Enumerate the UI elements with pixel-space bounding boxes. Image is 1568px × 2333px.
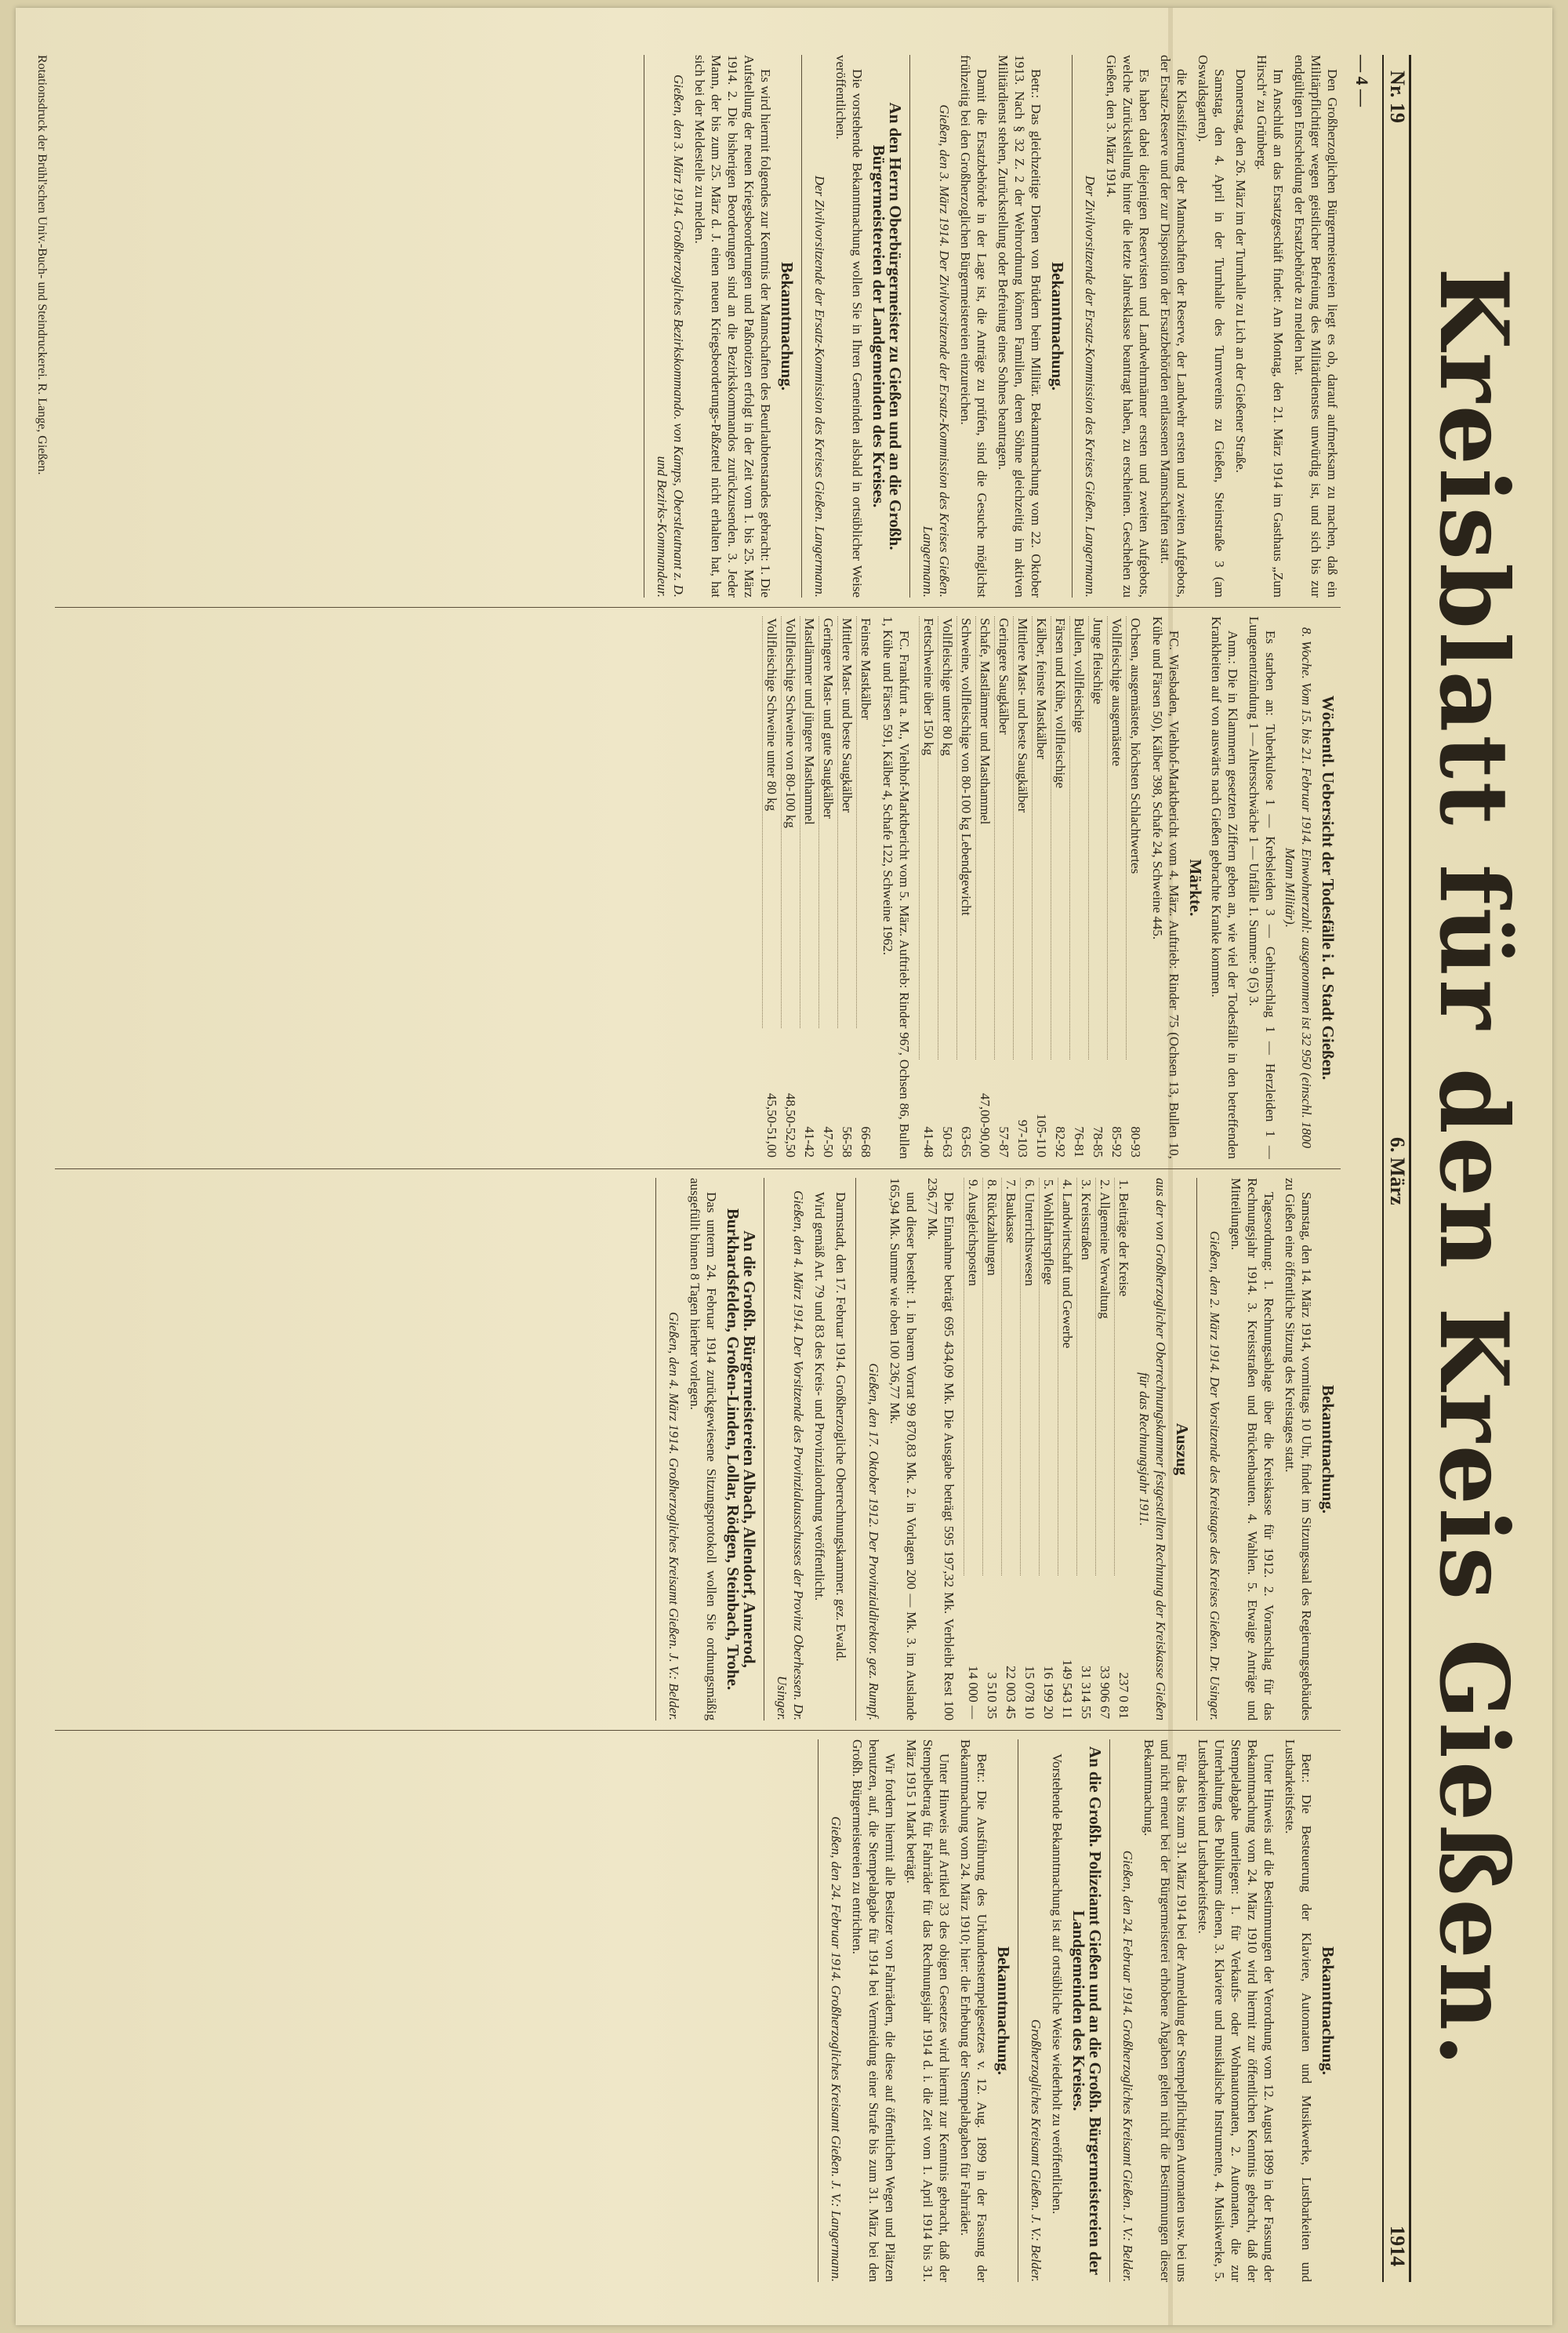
table-row [1040, 1178, 1058, 1721]
table-label: Fettschweine über 150 kg [920, 616, 938, 1059]
paragraph: Anm.: Die in Klammern gesetzten Ziffern geben an, wie viel der Todesfälle in den betreffenden Krankheiten auf von auswärts nach Gießen gebrachte Kranke kommen. [1209, 616, 1240, 1159]
table-value: 63-65 [959, 1126, 975, 1157]
table-label: Mittlere Mast- und beste Saugkälber [1014, 616, 1033, 1059]
table-value: 45,50-51,00 [764, 1092, 780, 1157]
paragraph: Es starben an: Tuberkulose 1 — Krebsleiden 3 — Gehirnschlag 1 — Herzleiden 1 — Lungenentzündung 1 — Altersschwäche 1 — Unfälle 1. Summe: 9 (5) 3. [1247, 616, 1278, 1159]
table-row [857, 616, 876, 1159]
subheading: 8. Woche. Vom 15. bis 21. Februar 1914. Einwohnerzahl: ausgenommen ist 32 950 (einschl. 1800 Mann Militär). [1283, 627, 1314, 1149]
paragraph: Donnerstag, den 26. März im der Turnhalle zu Lich an der Gießener Straße. [1233, 69, 1248, 474]
section-heading: Auszug [1173, 1423, 1192, 1476]
signature-line: Gießen, den 2. März 1914. Der Vorsitzende des Kreistages des Kreises Gießen. Dr. Usinger. [1207, 1230, 1222, 1721]
column-2 [55, 616, 1341, 1159]
masthead [1386, 55, 1529, 2282]
section-heading: Bekanntmachung. [1319, 1385, 1338, 1514]
paper-fold [1168, 8, 1173, 2325]
column-3 [55, 1178, 1341, 1721]
table-row [1051, 616, 1070, 1159]
section-divider [855, 1178, 856, 1721]
table-label: Feinste Mastkälber [857, 616, 876, 1028]
paragraph: FC. Wiesbaden, Viehhof-Marktbericht vom 4. März. Auftrieb: Rinder 75 (Ochsen 13, Bullen 10, Kühe und Färsen 50), Kälber 398, Schafe 24, Schweine 445. [1150, 616, 1181, 1159]
paragraph: Es haben dabei diejenigen Reservisten und Landwehrmänner ersten und zweiten Aufgebots, welche Zurückstellung hinter die letzte Jahresklasse beantragt haben, zu erscheinen. Geschehen zu Gießen, den 3. März 1914. [1104, 55, 1152, 598]
table-value: 97-103 [1015, 1119, 1031, 1157]
subheading: aus der von Großherzoglicher Oberrechnungskammer festgestellten Rechnung der Kreiskasse Gießen für das Rechnungsjahr 1911. [1137, 1178, 1168, 1721]
table-label: 1. Beiträge der Kreise [1115, 1178, 1134, 1575]
paragraph: Darmstadt, den 17. Februar 1914. Großherzogliche Oberrechnungskammer. gez. Ewald. [833, 1192, 848, 1662]
table-row [1127, 616, 1145, 1159]
page-number-label: — 4 — [1352, 55, 1372, 107]
table-label: Schweine, vollfleischige von 80-100 kg Lebendgewicht [957, 616, 976, 1059]
table-label: Färsen und Kühe, vollfleischige [1051, 616, 1070, 1059]
paragraph: die Klassifizierung der Mannschaften der Reserve, der Landwehr ersten und zweiten Aufgebots, der Ersatz-Reserve und der zur Disposition der Ersatzbehörden entlassenen Mannschaften statt. [1158, 55, 1189, 598]
table-value: 3 510 35 [985, 1672, 1000, 1719]
table-label: Junge fleischige [1089, 616, 1108, 1059]
table-label: Bullen, vollfleischige [1070, 616, 1089, 1059]
paragraph: Unter Hinweis auf Artikel 33 des obigen Gesetzes wird hiermit zur Kenntnis gebracht, daß der Stempelbetrag für Fahrräder für das Rechnungsjahr 1914 d. i. die Zeit vom 1. April 1914 bis 31. März 1915 1 Mark beträgt. [904, 1739, 952, 2282]
table-value: 15 078 10 [1022, 1666, 1038, 1719]
table-value: 31 314 55 [1079, 1666, 1094, 1719]
paragraph: Die Einnahme beträgt 695 434,09 Mk. Die Ausgabe beträgt 595 197,32 Mk. Verbleibt Rest 100 236,77 Mk. [925, 1178, 956, 1721]
table-label: 7. Baukasse [1002, 1178, 1021, 1575]
paragraph: Den Großherzoglichen Bürgermeistereien liegt es ob, darauf aufmerksam zu machen, daß ein Militärpflichtiger wegen geistlicher Befreiung des Militärdienstes unwürdig ist, und sich bis zur endgültigen Entscheidung der Ersatzbehörde zu melden hat. [1292, 55, 1340, 598]
table-label: Ochsen, ausgemästete, höchsten Schlachtwertes [1127, 616, 1145, 1059]
signature-line: Großherzogliches Kreisamt Gießen. J. V.: Belder. [1029, 2019, 1044, 2282]
signature-line: Der Zivilvorsitzende der Ersatz-Kommission des Kreises Gießen. Langermann. [812, 175, 827, 598]
signature-line: Gießen, den 24. Februar 1914. Großherzogliches Kreisamt Gießen. J. V.: Belder. [1120, 1850, 1135, 2282]
paragraph: Wird gemäß Art. 79 und 83 des Kreis- und Provinzialordnung veröffentlicht. [812, 1192, 827, 1601]
paragraph: Betr.: Die Ausführung des Urkundenstempelgesetzes v. 12. Aug. 1899 in der Fassung der Bekanntmachung vom 24. März 1910; hier: die Erhebung der Stempelabgaben für Fahrräder. [958, 1739, 989, 2282]
section-divider [1196, 1178, 1197, 1721]
table-value: 76-81 [1072, 1126, 1087, 1157]
table-row [1002, 1178, 1021, 1721]
section-heading: Bekanntmachung. [1048, 262, 1067, 391]
paragraph: Betr.: Das gleichzeitige Dienen von Brüdern beim Militär. Bekanntmachung vom 22. Oktober 1913. Nach § 32 Z. 2 der Wehrordnung können Familien, deren Söhne gleichzeitig im aktiven Militärdienst stehen, Zurückstellung oder Befreiung eines Sohnes beantragen. [996, 55, 1044, 598]
table-value: 80-93 [1128, 1126, 1143, 1157]
paragraph: Samstag, den 4. April in der Turnhalle des Turnvereins zu Gießen, Steinstraße 3 (am Oswaldsgarten). [1196, 55, 1227, 598]
table-value: 14 000 — [966, 1666, 982, 1719]
table-row [763, 616, 782, 1159]
paragraph: Samstag, den 14. März 1914, vormittags 10 Uhr, findet im Sitzungssaal des Regierungsgebäudes zu Gießen eine öffentliche Sitzung des Kreistages statt. [1283, 1178, 1314, 1721]
table-row [800, 616, 819, 1159]
masthead-meta-bar [1382, 55, 1411, 2282]
issue-year: 1914 [1386, 2226, 1409, 2266]
column-rule [55, 1730, 1341, 1731]
table-value: 237 0 81 [1116, 1672, 1131, 1719]
table-row [1033, 616, 1051, 1159]
section-divider [801, 55, 802, 598]
table-row [976, 616, 995, 1159]
section-heading: An die Großh. Polizeiamt Gießen und an die Großh. Bürgermeistereien der Landgemeinden des Kreises. [1069, 1746, 1105, 2276]
table-label: 5. Wohlfahrtspflege [1040, 1178, 1058, 1575]
table-label: 6. Unterrichtswesen [1021, 1178, 1040, 1575]
column-rule [55, 1168, 1341, 1169]
table-value: 105-110 [1034, 1113, 1050, 1157]
table-value: 78-85 [1091, 1126, 1106, 1157]
signature-line: Gießen, den 3. März 1914. Großherzogliches Bezirkskommando. von Kamps, Oberstleutnant z. D. und Bezirks-Kommandeur. [655, 74, 686, 598]
table-value: 47-50 [821, 1126, 837, 1157]
table-value: 33 906 67 [1098, 1666, 1113, 1719]
paragraph: Es wird hiermit folgendes zur Kenntnis der Mannschaften des Beurlaubtenstandes gebracht: 1. Die Aufstellung der neuen Kriegsbeorderungen und Paßnotizen erfolgt in der Zeit vom 1. bis 25. März 1914. 2. Die bisherigen Beorderungen sind an die Bezirkskommandos zurückzusenden. 3. Jeder Mann, der bis zum 25. März d. J. einen neuen Kriegsbeorderungs-Paßzettel nicht erhalten hat, hat sich bei der Meldestelle zu melden. [692, 55, 773, 598]
paragraph: Unter Hinweis auf die Bestimmungen der Verordnung vom 12. August 1899 in der Fassung der Bekanntmachung vom 24. März 1910 wird hiermit zur öffentlichen Kenntnis gebracht, daß der Stempelabgabe unterliegen: 1. für Verkaufs- oder Wohnautomaten, 2. Automaten, die zur Unterhaltung des Publikums dienen, 3. Klaviere und musikalische Instrumente, 4. Musikwerke, 5. Lustbarkeiten und Lustbarkeitsfeste. [1196, 1739, 1276, 2282]
section-divider [909, 55, 910, 598]
table-row [957, 616, 976, 1159]
table-row [1070, 616, 1089, 1159]
table-label: Mittlere Mast- und beste Saugkälber [838, 616, 857, 1028]
paragraph: Das unterm 24. Februar 1914 zurückgewiesene Sitzungsprotokoll wollen Sie ordnungsmäßig ausgefüllt binnen 8 Tagen hierher vorlegen. [688, 1178, 719, 1721]
table-row [782, 616, 800, 1159]
paragraph: Für das bis zum 31. März 1914 bei der Anmeldung der Stempelpflichtigen Automaten usw. bei uns und nicht erneut bei der Bürgermeisterei erhobene Abgaben gelten nicht die Bestimmungen dieser Bekanntmachung. [1142, 1739, 1189, 2282]
paragraph: Die vorstehende Bekanntmachung wollen Sie in Ihren Gemeinden alsbald in ortsüblicher Weise veröffentlichen. [833, 55, 865, 598]
paragraph: Betr.: Die Besteuerung der Klaviere, Automaten und Musikwerke, Lustbarkeiten und Lustbarkeitsfeste. [1283, 1739, 1314, 2282]
table-value: 149 543 11 [1060, 1659, 1076, 1719]
paragraph: Wir fordern hiermit alle Besitzer von Fahrrädern, die diese auf öffentlichen Wegen und Plätzen benutzen, auf, die Stempelabgabe für 1914 bei Vermeidung einer Strafe bis zum 31. März bei den Großh. Bürgermeistereien zu entrichten. [850, 1739, 898, 2282]
printer-imprint: Rotationsdruck der Brühl'schen Univ.-Buch- und Steindruckerei. R. Lange, Gießen. [35, 55, 49, 475]
price-table [964, 1178, 1133, 1721]
section-divider [655, 1178, 656, 1721]
section-heading: Bekanntmachung. [1319, 1946, 1338, 2075]
signature-line: Gießen, den 4. März 1914. Großherzogliches Kreisamt Gießen. J. V.: Belder. [666, 1311, 681, 1721]
paragraph: und dieser besteht: 1. in barem Vorrat 99 870,83 Mk. 2. in Vorlagen 200 — Mk. 3. im Auslande 165,94 Mk. Summe wie oben 100 236,77 Mk. [887, 1178, 919, 1721]
table-row [1115, 1178, 1134, 1721]
signature-line: Der Zivilvorsitzende der Ersatz-Kommission des Kreises Gießen. Langermann. [1083, 175, 1098, 598]
table-label: Vollfleischige ausgemästete [1108, 616, 1127, 1059]
signature-line: Gießen, den 17. Oktober 1912. Der Provinzialdirektor. gez. Rumpf. [866, 1363, 881, 1721]
table-label: 9. Ausgleichsposten [964, 1178, 983, 1575]
table-value: 57-87 [996, 1126, 1012, 1157]
table-row [983, 1178, 1002, 1721]
paragraph: Vorstehende Bekanntmachung ist auf ortsübliche Weise wiederholt zu veröffentlichen. [1050, 1753, 1065, 2215]
table-row [1014, 616, 1033, 1159]
rotated-content [16, 8, 1552, 2325]
table-row [1021, 1178, 1040, 1721]
table-label: Geringere Saugkälber [995, 616, 1014, 1059]
table-label: Mastlämmer und jüngere Masthammel [800, 616, 819, 1028]
table-label: 2. Allgemeine Verwaltung [1096, 1178, 1115, 1575]
table-label: Kälber, feinste Mastkälber [1033, 616, 1051, 1059]
table-row [1108, 616, 1127, 1159]
table-label: 4. Landwirtschaft und Gewerbe [1058, 1178, 1077, 1575]
column-1 [55, 55, 1341, 598]
table-value: 47,00-90,00 [978, 1092, 993, 1157]
table-row [838, 616, 857, 1159]
page-number [1348, 55, 1372, 2282]
issue-date: 6. März [1386, 1137, 1409, 1205]
price-table [762, 616, 875, 1159]
table-value: 56-58 [840, 1126, 855, 1157]
table-value: 50-63 [940, 1126, 956, 1157]
table-value: 66-68 [858, 1126, 873, 1157]
column-rule [55, 607, 1341, 608]
table-row [1077, 1178, 1096, 1721]
table-label: Vollfleischige Schweine unter 80 kg [763, 616, 782, 1028]
section-heading: Märkte. [1186, 859, 1205, 917]
paragraph: FC. Frankfurt a. M., Viehhof-Marktbericht vom 5. März. Auftrieb: Rinder 967, Ochsen 86, Bullen 1, Kühe und Färsen 591, Kälber 4, Schafe 122, Schweine 1962. [880, 616, 912, 1159]
section-heading: Bekanntmachung. [994, 1946, 1013, 2075]
table-row [995, 616, 1014, 1159]
paragraph: Im Anschluß an das Ersatzgeschäft findet: Am Montag, den 21. März 1914 im Gasthaus „Zum Hirsch“ zu Grünberg. [1254, 55, 1286, 598]
section-heading: An die Großh. Bürgermeistereien Albach, Allendorf, Annerod, Burkhardsfelden, Großen-Linden, Lollar, Rödgen, Steinbach, Trohe. [724, 1208, 759, 1691]
table-label: Geringere Mast- und gute Saugkälber [819, 616, 838, 1028]
issue-number: Nr. 19 [1386, 71, 1409, 123]
section-divider [1109, 1739, 1110, 2282]
columns [55, 55, 1341, 2282]
signature-line: Gießen, den 4. März 1914. Der Vorsitzende des Provinzialausschusses der Provinz Oberhessen. Dr. Usinger. [775, 1190, 806, 1721]
table-value: 48,50-52,50 [783, 1092, 799, 1157]
table-label: Schafe, Mastlämmer und Masthammel [976, 616, 995, 1059]
section-heading: Wöchentl. Uebersicht der Todesfälle i. d. Stadt Gießen. [1319, 695, 1338, 1081]
table-value: 16 199 20 [1041, 1666, 1057, 1719]
paragraph: Tagesordnung: 1. Rechnungsablage über die Kreiskasse für 1912. 2. Voranschlag für das Rechnungsjahr 1914. 3. Kreisstraßen und Brückenbauten. 4. Wahlen. 5. Etwaige Anträge und Mitteilungen. [1229, 1178, 1276, 1721]
table-row [1058, 1178, 1077, 1721]
section-heading: An den Herrn Oberbürgermeister zu Gießen und an die Großh. Bürgermeistereien der Landgemeinden des Kreises. [869, 102, 905, 551]
newspaper-page [16, 8, 1552, 2325]
table-value: 85-92 [1109, 1126, 1125, 1157]
table-value: 82-92 [1053, 1126, 1069, 1157]
section-divider [1072, 55, 1073, 598]
signature-line: Gießen, den 3. März 1914. Der Zivilvorsitzende der Ersatz-Kommission des Kreises Gießen. Langermann. [920, 104, 952, 598]
signature-line: Gießen, den 24. Februar 1914. Großherzogliches Kreisamt Gießen. J. V.: Langermann. [829, 1816, 844, 2282]
table-label: Vollfleischige Schweine von 80-100 kg [782, 616, 800, 1028]
table-row [964, 1178, 983, 1721]
table-row [920, 616, 938, 1159]
price-table [919, 616, 1145, 1159]
table-row [938, 616, 957, 1159]
table-value: 41-42 [802, 1126, 818, 1157]
table-row [819, 616, 838, 1159]
column-4 [55, 1739, 1341, 2282]
paragraph: Damit die Ersatzbehörde in der Lage ist, die Anträge zu prüfen, sind die Gesuche möglichst frühzeitig bei den Großherzoglichen Bürgermeistereien einzureichen. [958, 55, 989, 598]
table-row [1089, 616, 1108, 1159]
table-row [1096, 1178, 1115, 1721]
table-value: 22 003 45 [1004, 1666, 1019, 1719]
table-label: 3. Kreisstraßen [1077, 1178, 1096, 1575]
table-value: 41-48 [921, 1126, 937, 1157]
section-heading: Bekanntmachung. [778, 262, 797, 391]
masthead-title: Kreisblatt für den Kreis Gießen. [1418, 267, 1529, 2070]
table-label: Vollfleischige unter 80 kg [938, 616, 957, 1059]
table-label: 8. Rückzahlungen [983, 1178, 1002, 1575]
